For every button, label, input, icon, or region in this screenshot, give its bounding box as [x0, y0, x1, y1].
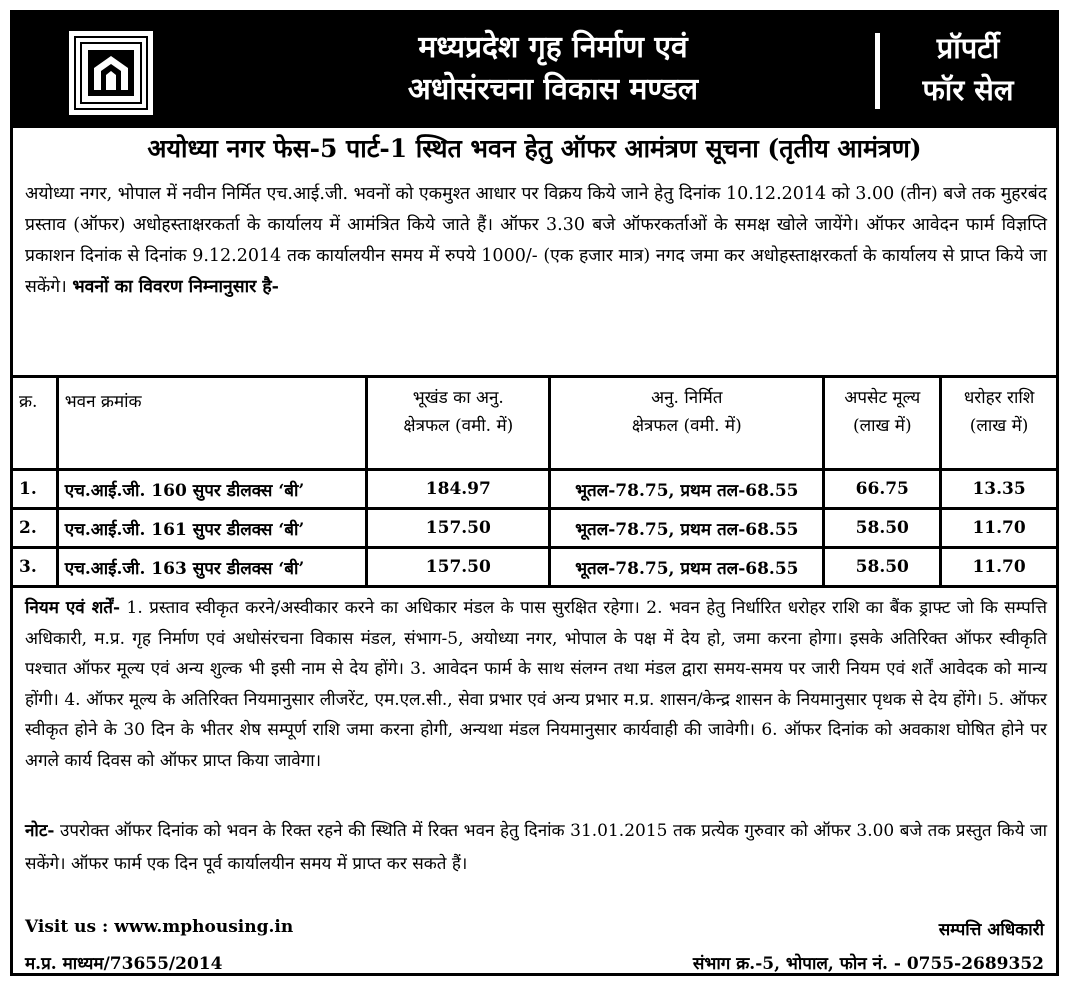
organisation-name: [273, 27, 833, 111]
cell-serial: 3.: [12, 548, 58, 587]
website-link[interactable]: Visit us : www.mphousing.in: [25, 917, 294, 937]
cell-plot-area: 184.97: [367, 470, 550, 509]
cell-deposit: 11.70: [941, 509, 1058, 548]
terms-label: नियम एवं शर्तें-: [25, 598, 121, 618]
header-serial: क्र.: [12, 377, 58, 470]
header-deposit: धरोहर राशि (लाख में): [941, 377, 1058, 470]
cell-built-area: भूतल-78.75, प्रथम तल-68.55: [550, 548, 824, 587]
cell-serial: 1.: [12, 470, 58, 509]
property-for-sale-label: [893, 27, 1043, 111]
org-line-1: मध्यप्रदेश गृह निर्माण एवं: [418, 30, 688, 65]
cell-upset-price: 58.50: [824, 509, 941, 548]
release-reference: म.प्र. माध्यम/73655/2014: [25, 954, 223, 974]
header-built-area: अनु. निर्मित क्षेत्रफल (वमी. में): [550, 377, 824, 470]
header-plot-area: भूखंड का अनु. क्षेत्रफल (वमी. में): [367, 377, 550, 470]
cell-building: एच.आई.जी. 161 सुपर डीलक्स ‘बी’: [57, 509, 367, 548]
terms-paragraph: [25, 593, 1047, 776]
cell-building: एच.आई.जी. 160 सुपर डीलक्स ‘बी’: [57, 470, 367, 509]
org-line-2: अधोसंरचना विकास मण्डल: [407, 72, 699, 107]
note-paragraph: [25, 815, 1047, 881]
cell-serial: 2.: [12, 509, 58, 548]
note-text: उपरोक्त ऑफर दिनांक को भवन के रिक्त रहने की स्थिति में रिक्त भवन हेतु दिनांक 31.01.2015 तक प्रत्येक गुरुवार को ऑफर 3.00 बजे तक प्रस्तुत किये जा सकेंगे। ऑफर फार्म एक दिन पूर्व कार्यालयीन समय में प्राप्त कर सकते हैं।: [25, 821, 1047, 874]
office-contact: संभाग क्र.-5, भोपाल, फोन नं. - 0755-2689352: [692, 954, 1044, 974]
notice-page: [10, 10, 1059, 976]
officer-signature: सम्पत्ति अधिकारी: [938, 920, 1044, 940]
cell-plot-area: 157.50: [367, 509, 550, 548]
cell-plot-area: 157.50: [367, 548, 550, 587]
cell-upset-price: 66.75: [824, 470, 941, 509]
intro-text: अयोध्या नगर, भोपाल में नवीन निर्मित एच.आई.जी. भवनों को एकमुश्त आधार पर विक्रय किये जाने हेतु दिनांक 10.12.2014 को 3.00 (तीन) बजे तक मुहरबंद प्रस्ताव (ऑफर) अधोहस्ताक्षरकर्ता के कार्यालय में आमंत्रित किये जाते हैं। ऑफर 3.30 बजे ऑफरकर्ताओं के समक्ष खोले जायेंगे। ऑफर आवेदन फार्म विज्ञप्ति प्रकाशन दिनांक से दिनांक 9.12.2014 तक कार्यालयीन समय में रुपये 1000/- (एक हजार मात्र) नगद जमा कर अधोहस्ताक्षरकर्ता के कार्यालय से प्राप्त किये जा सकेंगे।: [25, 184, 1047, 297]
note-label: नोट-: [25, 821, 55, 841]
notice-title: अयोध्या नगर फेस-5 पार्ट-1 स्थित भवन हेतु ऑफर आमंत्रण सूचना (तृतीय आमंत्रण): [147, 134, 922, 163]
cell-deposit: 13.35: [941, 470, 1058, 509]
board-logo: [69, 31, 153, 115]
intro-bold-tail: भवनों का विवरण निम्नानुसार है-: [72, 277, 279, 297]
table-row: [12, 509, 1058, 548]
cell-deposit: 11.70: [941, 548, 1058, 587]
sale-line-1: प्रॉपर्टी: [936, 31, 1000, 65]
property-table: [10, 375, 1059, 588]
cell-built-area: भूतल-78.75, प्रथम तल-68.55: [550, 509, 824, 548]
header-upset-price: अपसेट मूल्य (लाख में): [824, 377, 941, 470]
header-building: भवन क्रमांक: [57, 377, 367, 470]
header-divider: [875, 33, 880, 109]
table-header-row: [12, 377, 1058, 470]
terms-text: 1. प्रस्ताव स्वीकृत करने/अस्वीकार करने का अधिकार मंडल के पास सुरक्षित रहेगा। 2. भवन हेतु निर्धारित धरोहर राशि का बैंक ड्राफ्ट जो कि सम्पत्ति अधिकारी, म.प्र. गृह निर्माण एवं अधोसंरचना विकास मंडल, संभाग-5, अयोध्या नगर, भोपाल के पक्ष में देय हो, जमा करना होगा। इसके अतिरिक्त ऑफर स्वीकृति पश्चात ऑफर मूल्य एवं अन्य शुल्क भी इसी नाम से देय होंगे। 3. आवेदन फार्म के साथ संलग्न तथा मंडल द्वारा समय-समय पर जारी नियम एवं शर्तें आवेदक को मान्य होंगी। 4. ऑफर मूल्य के अतिरिक्त नियमानुसार लीजरेंट, एम.एल.सी., सेवा प्रभार एवं अन्य प्रभार म.प्र. शासन/केन्द्र शासन के नियमानुसार पृथक से देय होंगे। 5. ऑफर स्वीकृत होने के 30 दिन के भीतर शेष सम्पूर्ण राशि जमा करना होगी, अन्यथा मंडल नियमानुसार कार्यवाही की जावेगी। 6. ऑफर दिनांक को अवकाश घोषित होने पर अगले कार्य दिवस को ऑफर प्राप्त किया जावेगा।: [25, 598, 1047, 771]
intro-paragraph: [25, 179, 1047, 303]
cell-upset-price: 58.50: [824, 548, 941, 587]
cell-built-area: भूतल-78.75, प्रथम तल-68.55: [550, 470, 824, 509]
cell-building: एच.आई.जी. 163 सुपर डीलक्स ‘बी’: [57, 548, 367, 587]
header-banner: [13, 13, 1056, 128]
table-row: [12, 470, 1058, 509]
table-row: [12, 548, 1058, 587]
sale-line-2: फॉर सेल: [922, 73, 1014, 107]
